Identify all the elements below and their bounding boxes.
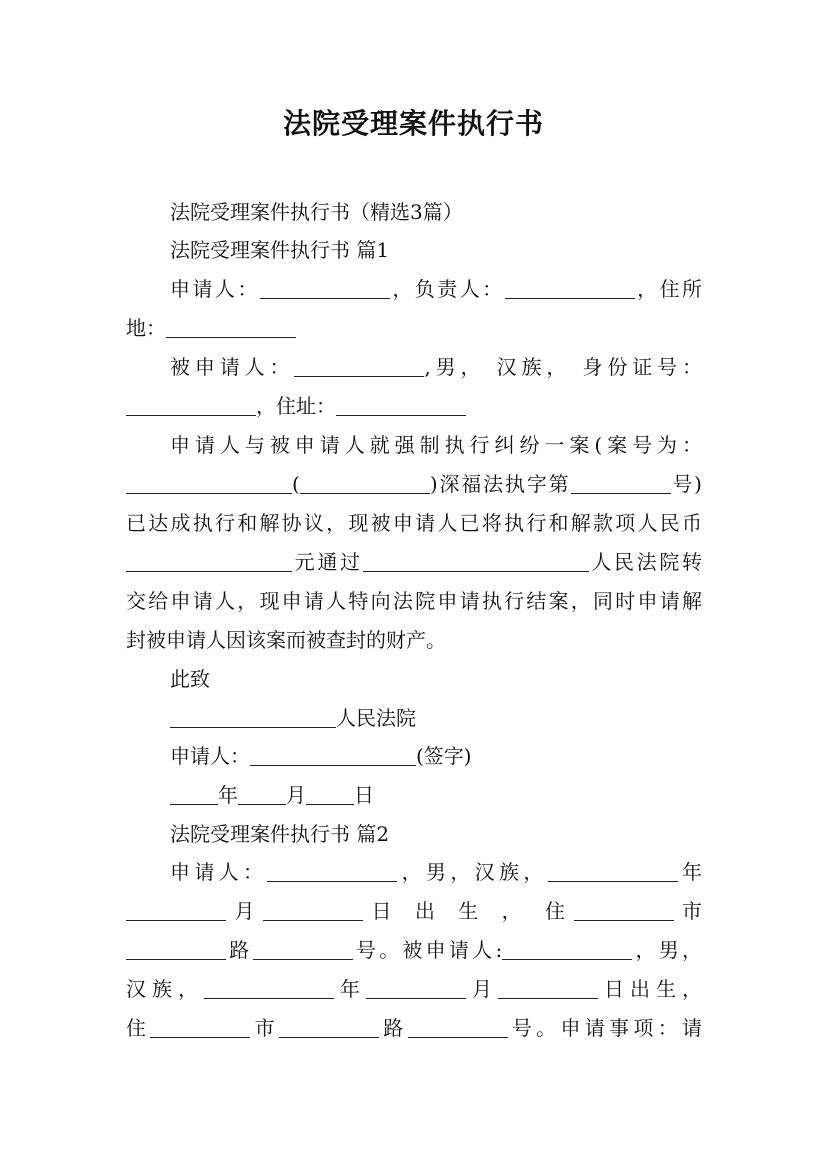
label: 人民法院转 — [588, 550, 703, 574]
part1-date-line — [170, 780, 702, 810]
blank-field — [238, 782, 286, 805]
label: 月 — [466, 977, 498, 1001]
label: 年 — [218, 783, 238, 807]
label: 汉族， — [126, 977, 204, 1001]
part1-heading: 法院受理案件执行书 篇1 — [170, 238, 390, 262]
blank-field — [574, 898, 674, 921]
blank-field — [170, 782, 218, 805]
part2-respondent-address-line — [126, 1013, 702, 1043]
blank-field — [250, 743, 416, 766]
blank-field — [126, 393, 256, 416]
blank-field — [279, 1015, 379, 1038]
part1-respondent-address-line — [126, 391, 702, 421]
label: ，住址： — [256, 394, 336, 418]
blank-field — [166, 315, 296, 338]
label: ，负责人： — [389, 277, 505, 301]
label: )深福法执字第 — [429, 472, 571, 496]
blank-field — [548, 859, 678, 882]
part1-signature-line — [170, 741, 702, 771]
blank-field — [505, 276, 635, 299]
part2-birth-line — [126, 896, 702, 926]
blank-field — [150, 1015, 250, 1038]
label: 地： — [126, 316, 166, 340]
blank-field — [126, 898, 226, 921]
label: ( — [292, 472, 300, 496]
label: 月 — [226, 899, 264, 923]
label: 住 — [126, 1016, 151, 1040]
blank-field — [263, 898, 363, 921]
blank-field — [126, 471, 292, 494]
blank-field — [408, 1015, 508, 1038]
part2-respondent-birth-line — [126, 974, 702, 1004]
label: 日 出 生 ， 住 — [363, 899, 574, 923]
label: 号。申请事项：请 — [507, 1016, 703, 1040]
label: 路 — [378, 1016, 408, 1040]
part1-salutation: 此致 — [170, 667, 210, 691]
label: 年 — [334, 977, 366, 1001]
label: 号) — [670, 472, 702, 496]
document-title: 法院受理案件执行书 — [282, 107, 544, 140]
blank-field — [253, 937, 353, 960]
part1-body-line-1: 申请人与被申请人就强制执行纠纷一案(案号为： — [170, 433, 702, 457]
blank-field — [267, 859, 397, 882]
part2-address-line — [126, 935, 702, 965]
label: ,男， 汉族， 身份证号： — [424, 355, 702, 379]
blank-field — [363, 549, 589, 572]
label: 元通过 — [292, 550, 363, 574]
label: 人民法院 — [336, 706, 416, 730]
part1-court-line — [170, 703, 702, 733]
blank-field — [300, 471, 430, 494]
intro-line: 法院受理案件执行书（精选3篇） — [170, 200, 463, 224]
blank-field — [204, 976, 334, 999]
blank-field — [126, 937, 226, 960]
part1-address-line — [126, 313, 702, 343]
label: 被申请人： — [170, 355, 295, 379]
blank-field — [571, 471, 671, 494]
label: 申请人： — [170, 860, 268, 884]
blank-field — [260, 276, 390, 299]
blank-field — [498, 976, 598, 999]
label: 申请人： — [170, 277, 260, 301]
part1-body-line-6: 封被申请人因该案而被查封的财产。 — [126, 628, 446, 652]
part1-case-number-line — [126, 469, 702, 499]
label: 月 — [286, 783, 306, 807]
label: ，住所 — [634, 277, 703, 301]
part1-applicant-line — [170, 274, 702, 304]
label: ，男，汉族， — [397, 860, 548, 884]
blank-field — [170, 705, 336, 728]
label: 市 — [250, 1016, 279, 1040]
blank-field — [502, 937, 632, 960]
blank-field — [294, 354, 424, 377]
blank-field — [336, 393, 466, 416]
part2-applicant-line — [170, 857, 702, 887]
label: 市 — [673, 899, 703, 923]
blank-field — [126, 549, 292, 572]
part1-amount-line — [126, 547, 702, 577]
part1-body-line-3: 已达成执行和解协议，现被申请人已将执行和解款项人民币 — [126, 511, 702, 535]
part2-heading: 法院受理案件执行书 篇2 — [170, 822, 390, 846]
label: 申请人： — [170, 744, 250, 768]
label: 日出生， — [598, 977, 702, 1001]
blank-field — [306, 782, 354, 805]
part1-body-line-5: 交给申请人，现申请人特向法院申请执行结案，同时申请解 — [126, 589, 702, 613]
label: (签字) — [416, 744, 472, 768]
blank-field — [366, 976, 466, 999]
label: 年 — [677, 860, 703, 884]
label: 号。被申请人: — [352, 938, 503, 962]
label: 日 — [354, 783, 374, 807]
part1-respondent-line — [170, 352, 702, 382]
label: 路 — [226, 938, 253, 962]
label: ，男， — [632, 938, 702, 962]
